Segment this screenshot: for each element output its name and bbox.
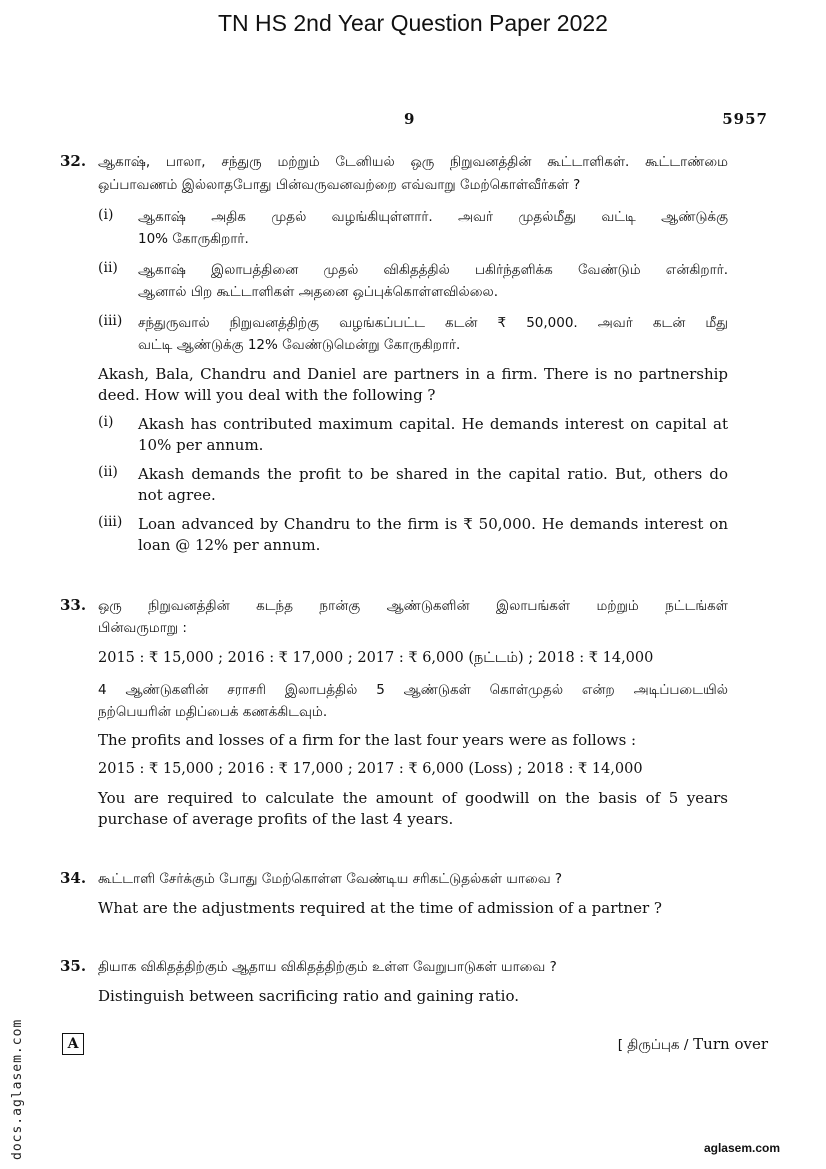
turn-over-note	[618, 1035, 768, 1055]
item-text-english: 10% per annum.	[138, 436, 264, 454]
question-number: 32.	[60, 152, 87, 170]
brand-link[interactable]: aglasem.com	[703, 1141, 780, 1155]
question-text-english: deed. How will you deal with the following ?	[98, 386, 436, 404]
question-number: 34.	[60, 869, 87, 887]
item-label: (iii)	[98, 514, 123, 530]
question-text-tamil: 4 ஆண்டுகளின் சராசரி இலாபத்தில் 5 ஆண்டுகள் கொள்முதல் என்ற அடிப்படையில்	[98, 682, 728, 698]
question-text-english: What are the adjustments required at the time of admission of a partner ?	[98, 899, 662, 917]
item-text-english: not agree.	[138, 486, 216, 504]
question-text-english: purchase of average profits of the last 4 years.	[98, 810, 454, 828]
item-label: (i)	[98, 414, 114, 430]
item-text-english: Akash has contributed maximum capital. He demands interest on capital at	[138, 415, 728, 433]
series-box: A	[62, 1033, 84, 1055]
profit-data-english: 2015 : ₹ 15,000 ; 2016 : ₹ 17,000 ; 2017 : ₹ 6,000 (Loss) ; 2018 : ₹ 14,000	[98, 761, 643, 777]
question-text-english: Akash, Bala, Chandru and Daniel are partners in a firm. There is no partnership	[98, 365, 728, 383]
question-text-tamil: ஒரு நிறுவனத்தின் கடந்த நான்கு ஆண்டுகளின் இலாபங்கள் மற்றும் நட்டங்கள்	[98, 598, 728, 614]
question-text-tamil: ஒப்பாவணம் இல்லாதபோது பின்வருவனவற்றை எவ்வாறு மேற்கொள்வீர்கள் ?	[98, 177, 581, 193]
item-label: (ii)	[98, 464, 118, 480]
question-text-english: The profits and losses of a firm for the last four years were as follows :	[98, 731, 637, 749]
profit-data-tamil: 2015 : ₹ 15,000 ; 2016 : ₹ 17,000 ; 2017 : ₹ 6,000 (நட்டம்) ; 2018 : ₹ 14,000	[98, 650, 654, 666]
question-text-english: You are required to calculate the amount of goodwill on the basis of 5 years	[98, 789, 728, 807]
item-text-tamil: ஆகாஷ் இலாபத்தினை முதல் விகிதத்தில் பகிர்ந்தளிக்க வேண்டும் என்கிறார்.	[138, 262, 728, 278]
question-text-tamil: நற்பெயரின் மதிப்பைக் கணக்கிடவும்.	[98, 704, 328, 720]
item-label: (iii)	[98, 313, 123, 329]
question-text-tamil: ஆகாஷ், பாலா, சந்துரு மற்றும் டேனியல் ஒரு நிறுவனத்தின் கூட்டாளிகள். கூட்டாண்மை	[98, 154, 728, 170]
question-text-tamil: பின்வருமாறு :	[98, 620, 187, 636]
question-text-tamil: தியாக விகிதத்திற்கும் ஆதாய விகிதத்திற்கும் உள்ள வேறுபாடுகள் யாவை ?	[98, 959, 557, 975]
page-banner-title: TN HS 2nd Year Question Paper 2022	[218, 10, 608, 36]
page-number: 9	[404, 110, 415, 128]
item-label: (ii)	[98, 260, 118, 276]
question-text-tamil: கூட்டாளி சேர்க்கும் போது மேற்கொள்ள வேண்டிய சரிகட்டுதல்கள் யாவை ?	[98, 871, 563, 887]
item-text-english: Loan advanced by Chandru to the firm is ₹ 50,000. He demands interest on	[138, 515, 728, 533]
watermark-text: docs.aglasem.com	[10, 1018, 25, 1160]
question-number: 35.	[60, 957, 87, 975]
item-text-tamil: ஆகாஷ் அதிக முதல் வழங்கியுள்ளார். அவர் முதல்மீது வட்டி ஆண்டுக்கு	[138, 209, 728, 225]
paper-code: 5957	[722, 110, 768, 128]
item-text-tamil: ஆனால் பிற கூட்டாளிகள் அதனை ஒப்புக்கொள்ளவில்லை.	[138, 284, 499, 300]
turn-over-english: Turn over	[688, 1035, 768, 1053]
item-label: (i)	[98, 207, 114, 223]
question-number: 33.	[60, 596, 87, 614]
item-text-tamil: 10% கோருகிறார்.	[138, 231, 249, 247]
item-text-english: loan @ 12% per annum.	[138, 536, 321, 554]
turn-over-tamil: [ திருப்புக /	[617, 1037, 689, 1053]
item-text-tamil: வட்டி ஆண்டுக்கு 12% வேண்டுமென்று கோருகிறார்.	[138, 337, 461, 353]
item-text-tamil: சந்துருவால் நிறுவனத்திற்கு வழங்கப்பட்ட கடன் ₹ 50,000. அவர் கடன் மீது	[138, 315, 728, 331]
question-text-english: Distinguish between sacrificing ratio and gaining ratio.	[98, 987, 519, 1005]
item-text-english: Akash demands the profit to be shared in the capital ratio. But, others do	[138, 465, 728, 483]
